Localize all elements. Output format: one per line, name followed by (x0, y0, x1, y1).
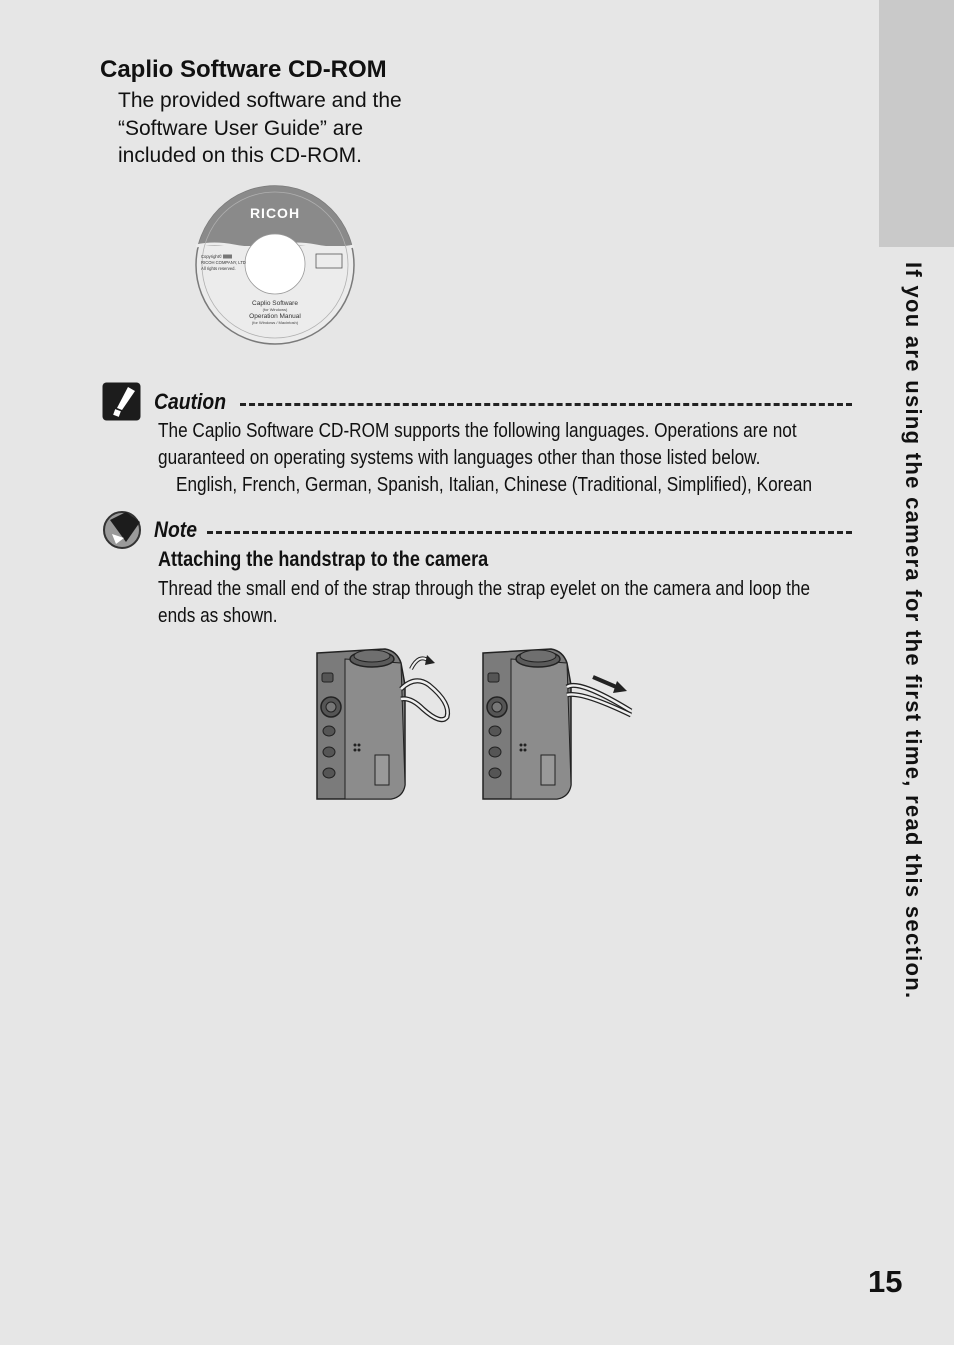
handstrap-illustration (315, 645, 645, 805)
note-heading (154, 513, 852, 543)
cd-brand-logo: RICOH (249, 205, 301, 221)
intro-line: included on this CD-ROM. (118, 144, 362, 167)
intro-line: The provided software and the (118, 89, 402, 112)
caution-label: Caution (154, 389, 227, 414)
supported-languages: English, French, German, Spanish, Italian, Chinese (Traditional, Simplified), Korean (176, 474, 813, 496)
camera-step-2 (483, 649, 631, 799)
section-title: Caplio Software CD-ROM (100, 56, 387, 83)
cd-copyright-line: Copyright© (201, 254, 223, 259)
caution-text-line: The Caplio Software CD-ROM supports the following languages. Operations are not (158, 420, 797, 442)
side-tab-marker (879, 0, 954, 247)
note-divider (207, 531, 852, 534)
cd-year-box (223, 255, 232, 259)
note-text-line: Thread the small end of the strap through the strap eyelet on the camera and loop the (158, 578, 811, 600)
cd-product-sub: (for Windows) (262, 307, 288, 312)
caution-divider (240, 403, 852, 406)
note-subheading: Attaching the handstrap to the camera (158, 548, 489, 571)
cd-manual-name: Operation Manual (249, 313, 301, 320)
cd-product-name: Caplio Software (252, 300, 298, 307)
page-number: 15 (868, 1264, 903, 1299)
camera-step-1 (317, 649, 448, 799)
side-tab-text: If you are using the camera for the first time, read this section. (901, 262, 926, 1000)
caution-heading (154, 385, 852, 415)
cd-rom-image (194, 184, 356, 346)
caution-text-line: guaranteed on operating systems with languages other than those listed below. (158, 446, 761, 469)
cd-copyright-line: RICOH COMPANY, LTD (201, 260, 246, 265)
note-text (158, 576, 855, 629)
cd-copyright-line: All rights reserved. (201, 266, 236, 271)
note-label: Note (154, 517, 198, 542)
intro-line: “Software User Guide” are (118, 116, 364, 140)
cd-manual-sub: (for Windows / Macintosh) (251, 320, 299, 325)
note-text-line: ends as shown. (158, 604, 278, 627)
caution-text (158, 418, 855, 471)
note-icon (102, 508, 142, 550)
caution-icon (102, 382, 141, 421)
intro-text (118, 87, 448, 170)
